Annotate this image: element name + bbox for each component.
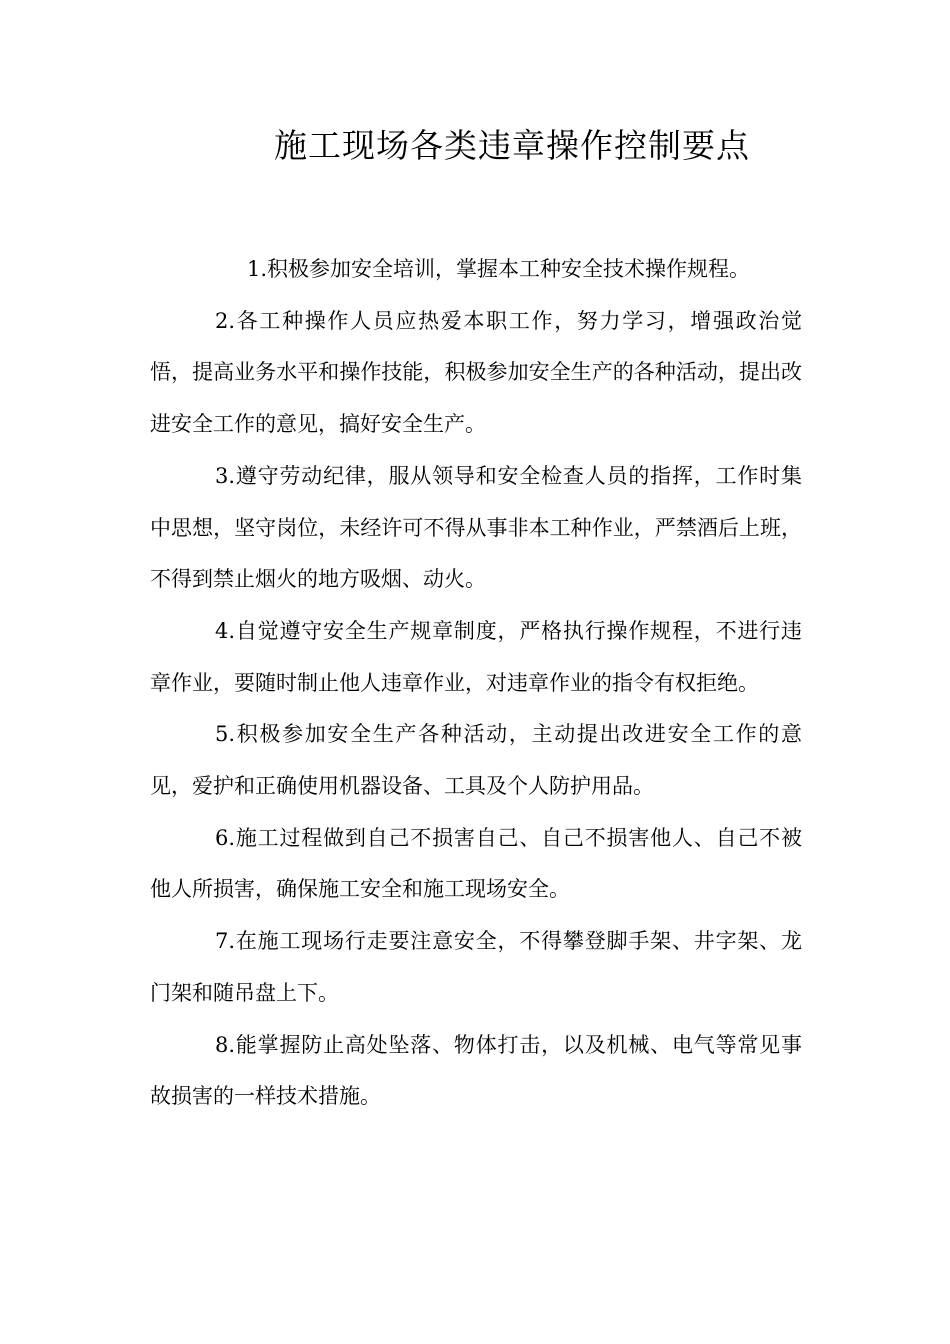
paragraph-5: 5.积极参加安全生产各种活动，主动提出改进安全工作的意见，爱护和正确使用机器设备、工具及个人防护用品。	[150, 722, 802, 799]
paragraph-3: 3.遵守劳动纪律，服从领导和安全检查人员的指挥，工作时集中思想，坚守岗位，未经许可不得从事非本工种作业，严禁酒后上班，不得到禁止烟火的地方吸烟、动火。	[150, 463, 802, 592]
paragraph-6: 6.施工过程做到自己不损害自己、自己不损害他人、自己不被他人所损害，确保施工安全和施工现场安全。	[150, 825, 802, 902]
document-body	[150, 244, 802, 1123]
paragraph-1: 1.积极参加安全培训，掌握本工种安全技术操作规程。	[247, 257, 751, 281]
paragraph-2: 2.各工种操作人员应热爱本职工作，努力学习，增强政治觉悟，提高业务水平和操作技能，积极参加安全生产的各种活动，提出改进安全工作的意见，搞好安全生产。	[150, 308, 802, 437]
page-title: 施工现场各类违章操作控制要点	[274, 126, 750, 165]
paragraph-4: 4.自觉遵守安全生产规章制度，严格执行操作规程，不进行违章作业，要随时制止他人违章作业，对违章作业的指令有权拒绝。	[150, 618, 802, 695]
paragraph-7: 7.在施工现场行走要注意安全，不得攀登脚手架、井字架、龙门架和随吊盘上下。	[150, 929, 802, 1005]
paragraph-8: 8.能掌握防止高处坠落、物体打击，以及机械、电气等常见事故损害的一样技术措施。	[150, 1032, 802, 1109]
